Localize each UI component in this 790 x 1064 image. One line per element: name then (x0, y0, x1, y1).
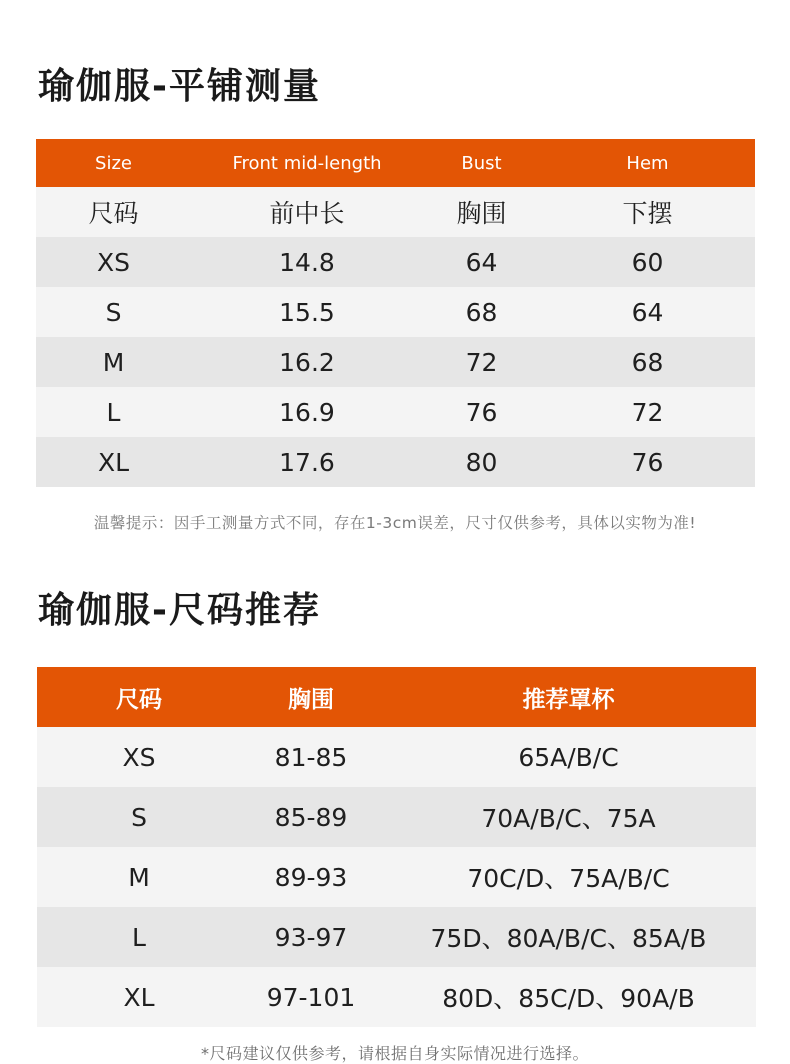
recommend-table-header-row (37, 667, 756, 727)
size-cell: XL (36, 437, 191, 487)
table-row (37, 787, 756, 847)
hem-cell: 76 (540, 437, 755, 487)
measure-section-title: 瑜伽服-平铺测量 (38, 66, 321, 107)
front-mid-length-cell: 14.8 (191, 237, 423, 287)
bust-cell: 68 (423, 287, 540, 337)
measure-table-cn-header-row (36, 187, 755, 237)
bust-cell: 72 (423, 337, 540, 387)
header-cup-size: 推荐罩杯 (381, 667, 756, 727)
table-row (36, 387, 755, 437)
header-size: 尺码 (37, 667, 241, 727)
measure-table (36, 139, 755, 487)
table-row (37, 907, 756, 967)
table-row (37, 847, 756, 907)
front-mid-length-cell: 16.9 (191, 387, 423, 437)
cn-header-bust: 胸围 (423, 187, 540, 237)
table-row (36, 337, 755, 387)
table-row (37, 967, 756, 1027)
header-bust: 胸围 (241, 667, 381, 727)
bust-cell: 97-101 (241, 967, 381, 1027)
front-mid-length-cell: 17.6 (191, 437, 423, 487)
table-row (37, 727, 756, 787)
header-front-mid-length: Front mid-length (191, 139, 423, 187)
cn-header-size: 尺码 (36, 187, 191, 237)
cup-size-cell: 70C/D、75A/B/C (381, 847, 756, 907)
measure-table-header-row (36, 139, 755, 187)
cn-header-hem: 下摆 (540, 187, 755, 237)
recommend-section-title: 瑜伽服-尺码推荐 (38, 590, 321, 631)
front-mid-length-cell: 16.2 (191, 337, 423, 387)
recommend-table (37, 667, 756, 1027)
size-cell: M (37, 847, 241, 907)
hem-cell: 64 (540, 287, 755, 337)
bust-cell: 76 (423, 387, 540, 437)
size-cell: L (36, 387, 191, 437)
measurement-note: 温馨提示：因手工测量方式不同，存在1-3cm误差，尺寸仅供参考，具体以实物为准! (93, 514, 697, 532)
bust-cell: 89-93 (241, 847, 381, 907)
size-cell: S (36, 287, 191, 337)
table-row (36, 237, 755, 287)
cup-size-cell: 65A/B/C (381, 727, 756, 787)
hem-cell: 60 (540, 237, 755, 287)
bust-cell: 85-89 (241, 787, 381, 847)
front-mid-length-cell: 15.5 (191, 287, 423, 337)
bust-cell: 93-97 (241, 907, 381, 967)
size-cell: M (36, 337, 191, 387)
table-row (36, 437, 755, 487)
header-size: Size (36, 139, 191, 187)
table-row (36, 287, 755, 337)
cn-header-front-mid-length: 前中长 (191, 187, 423, 237)
size-cell: XL (37, 967, 241, 1027)
bust-cell: 81-85 (241, 727, 381, 787)
bust-cell: 80 (423, 437, 540, 487)
size-cell: XS (36, 237, 191, 287)
recommendation-note: *尺码建议仅供参考，请根据自身实际情况进行选择。 (200, 1044, 589, 1063)
size-cell: XS (37, 727, 241, 787)
cup-size-cell: 70A/B/C、75A (381, 787, 756, 847)
bust-cell: 64 (423, 237, 540, 287)
hem-cell: 72 (540, 387, 755, 437)
header-bust: Bust (423, 139, 540, 187)
hem-cell: 68 (540, 337, 755, 387)
header-hem: Hem (540, 139, 755, 187)
size-cell: S (37, 787, 241, 847)
cup-size-cell: 75D、80A/B/C、85A/B (381, 907, 756, 967)
size-cell: L (37, 907, 241, 967)
cup-size-cell: 80D、85C/D、90A/B (381, 967, 756, 1027)
